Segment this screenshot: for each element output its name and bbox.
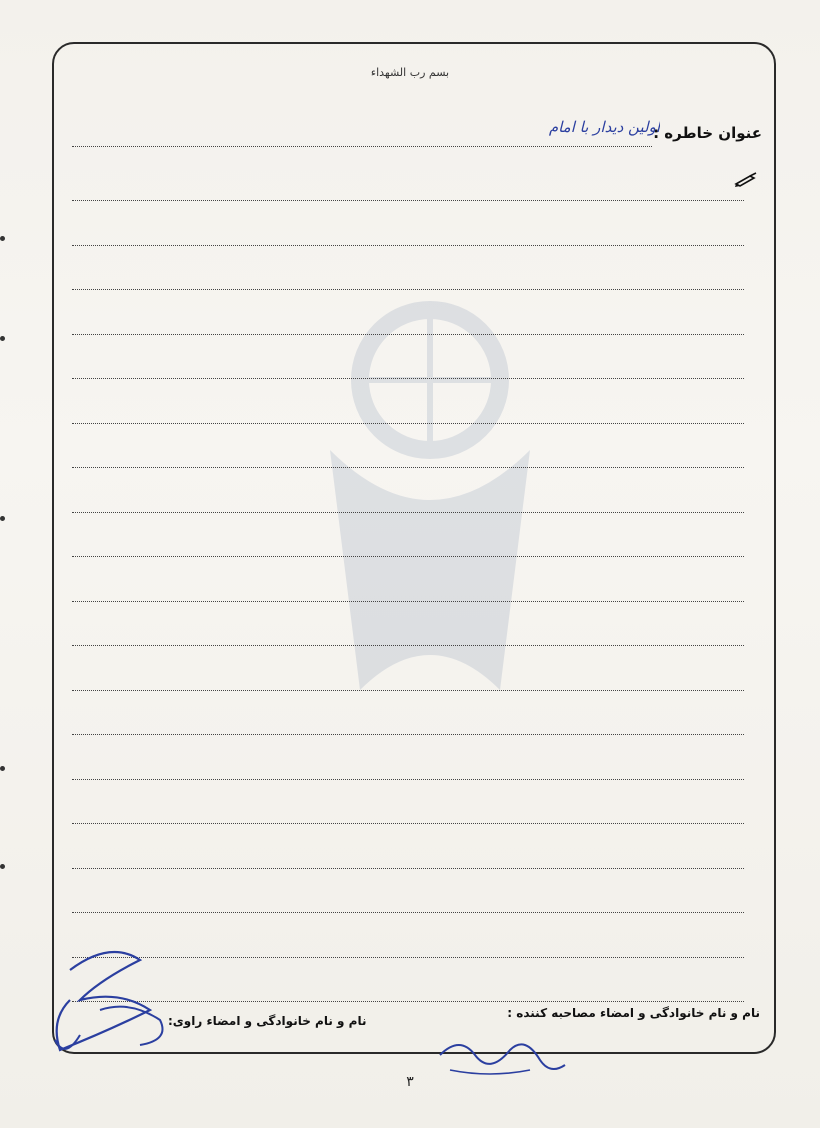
punch-hole bbox=[0, 336, 5, 341]
dotted-line bbox=[72, 912, 744, 913]
header-basmala: بسم رب الشهداء bbox=[370, 66, 450, 79]
dotted-line bbox=[72, 200, 744, 201]
dotted-line bbox=[72, 378, 744, 379]
dotted-line bbox=[72, 779, 744, 780]
narrator-name-signature-label: نام و نام خانوادگی و امضاء راوی: bbox=[168, 1014, 367, 1028]
page-number: ۳ bbox=[406, 1074, 414, 1090]
dotted-line bbox=[72, 423, 744, 424]
punch-hole bbox=[0, 766, 5, 771]
dotted-line bbox=[72, 601, 744, 602]
dotted-line bbox=[72, 823, 744, 824]
handwritten-title: اولین دیدار با امام bbox=[548, 118, 660, 136]
dotted-line bbox=[72, 146, 652, 147]
pen-writing-icon bbox=[734, 172, 758, 188]
interviewer-signature-icon bbox=[430, 1030, 570, 1080]
interviewer-name-signature-label: نام و نام خانوادگی و امضاء مصاحبه کننده : bbox=[507, 1006, 760, 1020]
punch-hole bbox=[0, 516, 5, 521]
punch-hole bbox=[0, 864, 5, 869]
punch-hole bbox=[0, 236, 5, 241]
narrator-signature-icon bbox=[40, 940, 190, 1065]
dotted-line bbox=[72, 334, 744, 335]
dotted-line bbox=[72, 645, 744, 646]
dotted-line bbox=[72, 556, 744, 557]
dotted-line bbox=[72, 512, 744, 513]
dotted-line bbox=[72, 868, 744, 869]
memoir-title-label: عنوان خاطره : bbox=[653, 124, 762, 142]
watermark-emblem-icon bbox=[300, 290, 560, 710]
dotted-line bbox=[72, 245, 744, 246]
dotted-line bbox=[72, 289, 744, 290]
dotted-line bbox=[72, 690, 744, 691]
dotted-line bbox=[72, 734, 744, 735]
dotted-line bbox=[72, 467, 744, 468]
